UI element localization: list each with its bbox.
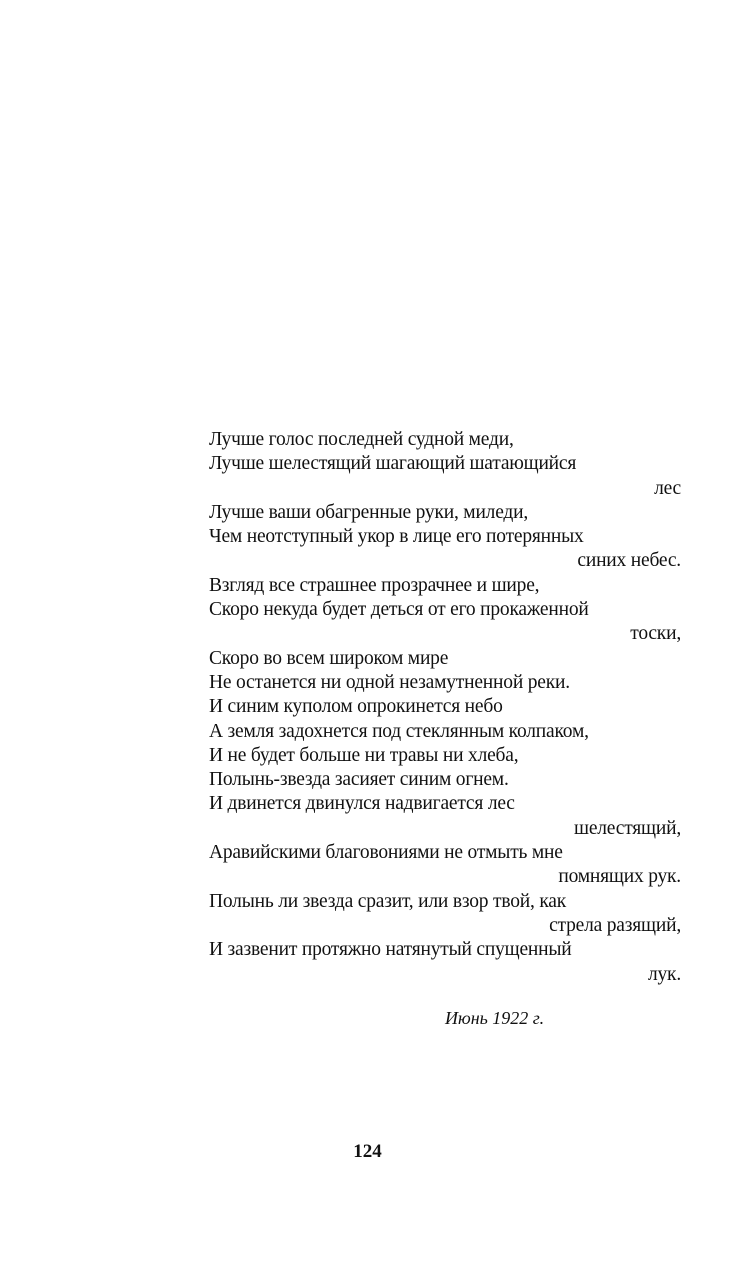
poem-line-continuation: лес <box>654 477 681 499</box>
poem-line-continuation: шелестящий, <box>574 817 681 839</box>
poem-line: Чем неотступный укор в лице его потерянных <box>209 526 584 548</box>
poem-line: Полынь-звезда засияет синим огнем. <box>209 769 509 791</box>
poem-line: Скоро некуда будет деться от его прокаженной <box>209 599 589 621</box>
poem-body <box>209 428 681 987</box>
poem-line: И зазвенит протяжно натянутый спущенный <box>209 939 572 961</box>
poem-line-continuation: тоски, <box>630 623 681 645</box>
poem-line: Скоро во всем широком мире <box>209 647 449 669</box>
poem-line-continuation: стрела разящий, <box>549 914 681 936</box>
poem-line: Лучше ваши обагренные руки, миледи, <box>209 501 529 523</box>
poem-line: И не будет больше ни травы ни хлеба, <box>209 744 519 766</box>
poem-line: Аравийскими благовониями не отмыть мне <box>209 842 563 864</box>
poem-line: А земля задохнется под стеклянным колпаком, <box>209 720 589 742</box>
poem-line: Полынь ли звезда сразит, или взор твой, как <box>209 890 567 912</box>
poem-line: Взгляд все страшнее прозрачнее и шире, <box>209 574 540 596</box>
poem-date: Июнь 1922 г. <box>445 1008 545 1028</box>
poem-line-continuation: лук. <box>647 963 681 985</box>
poem-line: И синим куполом опрокинется небо <box>209 696 503 718</box>
poem-line: Лучше шелестящий шагающий шатающийся <box>209 453 577 475</box>
poem-line: И двинется двинулся надвигается лес <box>209 793 515 815</box>
poem-line: Лучше голос последней судной меди, <box>209 429 514 450</box>
poem-line-continuation: помнящих рук. <box>558 866 681 888</box>
poem-line-continuation: синих небес. <box>577 550 681 572</box>
poem-line: Не останется ни одной незамутненной реки. <box>209 671 570 693</box>
page-number: 124 <box>353 1141 382 1162</box>
